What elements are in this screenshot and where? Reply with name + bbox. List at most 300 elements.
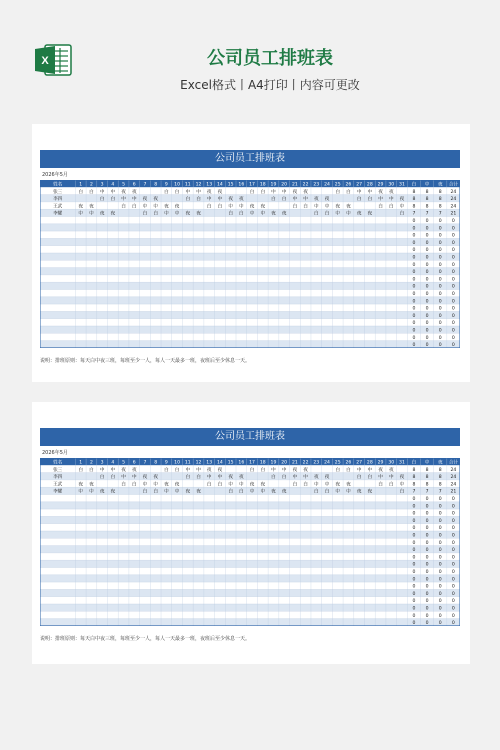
table-row <box>40 253 460 260</box>
total-cell: 0 <box>451 511 455 517</box>
shift-cell: 白 <box>292 482 298 488</box>
shift-cell: 中 <box>239 204 244 210</box>
table-row <box>40 582 460 589</box>
shift-cell: 夜 <box>164 482 169 488</box>
shift-cell: 白 <box>367 475 373 481</box>
total-cell: 0 <box>438 621 442 626</box>
shift-cell: 夜 <box>399 197 405 203</box>
shift-cell: 中 <box>281 467 287 473</box>
column-header: 16 <box>238 460 245 466</box>
total-cell: 8 <box>438 475 442 481</box>
total-cell: 0 <box>451 540 455 546</box>
shift-cell: 中 <box>356 467 362 473</box>
table-row <box>40 238 460 245</box>
total-cell: 0 <box>412 306 416 312</box>
shift-cell: 中 <box>164 211 169 217</box>
shift-cell: 中 <box>356 189 362 195</box>
total-cell: 0 <box>425 577 429 583</box>
shift-cell: 白 <box>324 211 330 217</box>
shift-cell: 中 <box>206 475 212 481</box>
total-cell: 0 <box>451 569 455 575</box>
table-row <box>40 597 460 604</box>
column-header: 9 <box>164 182 168 188</box>
total-cell: 0 <box>412 240 416 246</box>
total-cell: 0 <box>438 233 442 239</box>
column-header: 19 <box>270 460 277 466</box>
column-header: 31 <box>399 182 405 188</box>
column-header: 中 <box>424 182 430 188</box>
column-header: 3 <box>100 460 104 466</box>
total-cell: 8 <box>425 467 429 473</box>
column-header: 19 <box>270 182 277 188</box>
total-cell: 7 <box>425 489 429 495</box>
shift-cell: 夜 <box>99 211 105 217</box>
total-cell: 0 <box>438 343 442 348</box>
column-header: 18 <box>259 460 266 466</box>
column-header: 22 <box>302 460 309 466</box>
total-cell: 0 <box>438 321 442 327</box>
total-cell: 0 <box>451 599 455 605</box>
table-row <box>40 524 460 531</box>
shift-cell: 白 <box>399 211 405 217</box>
total-cell: 0 <box>412 606 416 612</box>
total-cell: 0 <box>451 562 455 568</box>
employee-name: 李四 <box>53 197 63 203</box>
shift-cell: 中 <box>110 467 116 473</box>
total-cell: 0 <box>451 606 455 612</box>
shift-cell: 夜 <box>206 467 212 473</box>
shift-cell: 白 <box>164 189 169 195</box>
table-row <box>40 589 460 596</box>
shift-cell: 夜 <box>164 204 169 210</box>
total-cell: 8 <box>438 204 442 210</box>
column-header: 8 <box>154 182 158 188</box>
employee-name: 王武 <box>53 482 63 488</box>
shift-cell: 夜 <box>292 467 298 473</box>
shift-cell: 白 <box>346 467 351 473</box>
shift-cell: 白 <box>153 211 158 217</box>
shift-cell: 夜 <box>185 489 191 495</box>
shift-cell: 夜 <box>174 482 180 488</box>
shift-cell: 中 <box>110 189 116 195</box>
table-row <box>40 246 460 253</box>
column-header: 10 <box>174 460 181 466</box>
total-cell: 0 <box>412 533 416 539</box>
shift-cell: 白 <box>174 467 180 473</box>
shift-cell: 白 <box>260 467 266 473</box>
shift-cell: 中 <box>292 475 298 481</box>
shift-cell: 中 <box>228 482 233 488</box>
column-header: 1 <box>79 460 83 466</box>
total-cell: 0 <box>451 577 455 583</box>
total-cell: 0 <box>412 569 416 575</box>
header <box>0 0 500 110</box>
total-cell: 0 <box>412 291 416 297</box>
total-cell: 0 <box>438 270 442 276</box>
shift-cell: 夜 <box>121 467 126 473</box>
shift-cell: 夜 <box>78 482 84 488</box>
total-cell: 0 <box>451 343 455 348</box>
total-cell: 0 <box>451 218 455 224</box>
total-cell: 0 <box>425 533 429 539</box>
shift-cell: 夜 <box>346 204 351 210</box>
column-header: 15 <box>227 182 234 188</box>
total-cell: 0 <box>412 255 416 261</box>
schedule-grid-svg <box>40 458 460 626</box>
shift-cell: 夜 <box>356 489 362 495</box>
total-cell: 24 <box>450 475 457 481</box>
total-cell: 0 <box>438 313 442 319</box>
shift-cell: 夜 <box>346 482 351 488</box>
total-cell: 0 <box>438 284 442 290</box>
column-header: 15 <box>227 460 234 466</box>
total-cell: 0 <box>412 233 416 239</box>
shift-cell: 夜 <box>228 475 233 481</box>
total-cell: 0 <box>425 343 429 348</box>
shift-cell: 中 <box>131 475 137 481</box>
shift-cell: 中 <box>89 489 94 495</box>
total-cell: 0 <box>425 262 429 268</box>
total-cell: 7 <box>425 211 429 217</box>
shift-cell: 中 <box>292 197 298 203</box>
table-row <box>40 538 460 545</box>
shift-cell: 白 <box>314 211 319 217</box>
shift-cell: 中 <box>206 197 212 203</box>
shift-cell: 中 <box>335 211 341 217</box>
shift-cell: 白 <box>164 467 169 473</box>
total-cell: 0 <box>438 613 442 619</box>
total-cell: 0 <box>438 262 442 268</box>
total-cell: 8 <box>412 197 416 203</box>
total-cell: 0 <box>425 555 429 561</box>
total-cell: 24 <box>450 482 457 488</box>
total-cell: 0 <box>451 270 455 276</box>
shift-cell: 白 <box>142 489 148 495</box>
column-header: 17 <box>249 460 255 466</box>
total-cell: 0 <box>438 218 442 224</box>
table-row <box>40 546 460 553</box>
column-header: 27 <box>356 460 363 466</box>
shift-cell: 白 <box>89 189 94 195</box>
column-header: 25 <box>334 182 341 188</box>
shift-cell: 夜 <box>228 197 233 203</box>
shift-cell: 白 <box>314 489 319 495</box>
shift-cell: 中 <box>388 475 394 481</box>
total-cell: 0 <box>438 291 442 297</box>
total-cell: 0 <box>412 226 416 232</box>
sheet-date-label: 2026年5月 <box>42 172 68 178</box>
shift-cell: 夜 <box>153 475 158 481</box>
total-cell: 0 <box>412 540 416 546</box>
column-header: 28 <box>366 182 373 188</box>
shift-cell: 白 <box>388 204 394 210</box>
total-cell: 0 <box>438 240 442 246</box>
table-row <box>40 516 460 523</box>
total-cell: 8 <box>425 475 429 481</box>
shift-cell: 中 <box>378 197 383 203</box>
total-cell: 0 <box>425 284 429 290</box>
total-cell: 0 <box>438 591 442 597</box>
table-row <box>40 275 460 282</box>
total-cell: 24 <box>450 467 457 473</box>
shift-cell: 白 <box>356 475 362 481</box>
shift-cell: 夜 <box>367 211 373 217</box>
shift-cell: 中 <box>89 211 94 217</box>
shift-cell: 白 <box>78 467 84 473</box>
column-header: 12 <box>195 460 202 466</box>
shift-cell: 中 <box>185 467 191 473</box>
total-cell: 0 <box>438 504 442 510</box>
shift-cell: 白 <box>185 475 191 481</box>
total-cell: 0 <box>412 562 416 568</box>
shift-cell: 白 <box>378 204 383 210</box>
employee-name: 王武 <box>53 204 63 210</box>
page-title: 公司员工排班表 <box>207 48 333 69</box>
total-cell: 24 <box>450 189 457 195</box>
shift-cell: 中 <box>399 204 405 210</box>
table-row <box>40 289 460 296</box>
column-header: 23 <box>313 182 320 188</box>
shift-cell: 中 <box>303 197 308 203</box>
shift-cell: 夜 <box>131 467 137 473</box>
shift-cell: 白 <box>399 489 405 495</box>
shift-cell: 白 <box>228 211 233 217</box>
total-cell: 0 <box>425 562 429 568</box>
shift-cell: 夜 <box>314 475 319 481</box>
shift-cell: 白 <box>292 204 298 210</box>
shift-cell: 中 <box>121 197 126 203</box>
total-cell: 0 <box>425 496 429 502</box>
total-cell: 0 <box>412 218 416 224</box>
shift-cell: 夜 <box>388 189 394 195</box>
total-cell: 0 <box>412 584 416 590</box>
total-cell: 0 <box>451 526 455 532</box>
total-cell: 21 <box>450 211 457 217</box>
page-subtitle: Excel格式丨A4打印丨内容可更改 <box>180 78 360 92</box>
total-cell: 0 <box>425 504 429 510</box>
total-cell: 0 <box>412 555 416 561</box>
column-header: 7 <box>143 182 147 188</box>
shift-cell: 中 <box>399 482 405 488</box>
svg-text:X: X <box>41 55 49 67</box>
shift-cell: 夜 <box>249 204 255 210</box>
total-cell: 8 <box>425 204 429 210</box>
total-cell: 0 <box>412 248 416 254</box>
table-row <box>40 333 460 340</box>
shift-cell: 中 <box>249 211 255 217</box>
total-cell: 0 <box>425 335 429 341</box>
shift-cell: 白 <box>303 482 308 488</box>
column-header: 9 <box>164 460 168 466</box>
total-cell: 0 <box>412 270 416 276</box>
total-cell: 0 <box>438 299 442 305</box>
employee-name: 李四 <box>53 475 63 481</box>
column-header: 21 <box>291 182 298 188</box>
shift-cell: 夜 <box>303 467 308 473</box>
total-cell: 0 <box>451 533 455 539</box>
column-header: 21 <box>291 460 298 466</box>
total-cell: 0 <box>412 262 416 268</box>
total-cell: 0 <box>425 511 429 517</box>
shift-cell: 夜 <box>239 197 244 203</box>
shift-cell: 白 <box>185 197 191 203</box>
sheet-note: 说明：排班原则：每天白中夜三班，每班至少一人，每人一天最多一班，夜班后至少休息一天。 <box>40 358 251 364</box>
shift-cell: 中 <box>367 467 373 473</box>
column-header: 7 <box>143 460 147 466</box>
shift-cell: 夜 <box>314 197 319 203</box>
total-cell: 8 <box>412 204 416 210</box>
shift-cell: 中 <box>281 189 287 195</box>
column-header: 5 <box>122 182 126 188</box>
column-header: 26 <box>345 460 352 466</box>
employee-name: 张三 <box>53 189 63 195</box>
column-header: 合计 <box>448 182 458 188</box>
total-cell: 0 <box>438 540 442 546</box>
schedule-grid <box>40 180 460 348</box>
column-header: 22 <box>302 182 309 188</box>
total-cell: 0 <box>412 496 416 502</box>
column-header: 26 <box>345 182 352 188</box>
shift-cell: 夜 <box>89 204 94 210</box>
shift-cell: 夜 <box>196 211 201 217</box>
column-header: 中 <box>424 460 430 466</box>
shift-cell: 夜 <box>142 475 148 481</box>
total-cell: 0 <box>438 599 442 605</box>
shift-cell: 白 <box>356 197 362 203</box>
shift-cell: 夜 <box>378 467 383 473</box>
total-cell: 8 <box>438 467 442 473</box>
table-row <box>40 311 460 318</box>
total-cell: 0 <box>412 299 416 305</box>
total-cell: 0 <box>451 548 455 554</box>
total-cell: 0 <box>438 584 442 590</box>
column-header: 11 <box>184 460 191 466</box>
schedule-grid <box>40 458 460 626</box>
shift-cell: 夜 <box>399 475 405 481</box>
shift-cell: 白 <box>206 204 212 210</box>
shift-cell: 白 <box>324 489 330 495</box>
total-cell: 0 <box>412 504 416 510</box>
shift-cell: 夜 <box>110 211 116 217</box>
shift-cell: 中 <box>228 204 233 210</box>
shift-cell: 白 <box>249 189 255 195</box>
shift-cell: 白 <box>196 475 201 481</box>
total-cell: 21 <box>450 489 457 495</box>
shift-cell: 白 <box>89 467 94 473</box>
total-cell: 0 <box>451 226 455 232</box>
shift-cell: 夜 <box>324 475 330 481</box>
total-cell: 0 <box>412 328 416 334</box>
total-cell: 0 <box>451 496 455 502</box>
column-header: 14 <box>217 182 223 188</box>
total-cell: 8 <box>412 467 416 473</box>
total-cell: 0 <box>425 233 429 239</box>
shift-cell: 白 <box>367 197 373 203</box>
shift-cell: 中 <box>314 204 319 210</box>
total-cell: 0 <box>412 321 416 327</box>
total-cell: 0 <box>438 511 442 517</box>
total-cell: 7 <box>412 211 416 217</box>
column-header: 13 <box>206 182 213 188</box>
shift-cell: 夜 <box>217 467 223 473</box>
shift-cell: 白 <box>303 204 308 210</box>
shift-cell: 白 <box>142 211 148 217</box>
total-cell: 7 <box>438 211 442 217</box>
total-cell: 0 <box>425 226 429 232</box>
sheet-banner-title: 公司员工排班表 <box>40 150 460 168</box>
table-row <box>40 231 460 238</box>
total-cell: 7 <box>438 489 442 495</box>
total-cell: 0 <box>451 248 455 254</box>
shift-cell: 中 <box>249 489 255 495</box>
shift-cell: 夜 <box>153 197 158 203</box>
sheet-note: 说明：排班原则：每天白中夜三班，每班至少一人，每人一天最多一班，夜班后至少休息一天。 <box>40 636 251 642</box>
shift-cell: 中 <box>153 482 158 488</box>
total-cell: 0 <box>438 255 442 261</box>
shift-cell: 中 <box>346 489 351 495</box>
total-cell: 0 <box>451 255 455 261</box>
total-cell: 0 <box>425 548 429 554</box>
total-cell: 24 <box>450 204 457 210</box>
total-cell: 0 <box>451 584 455 590</box>
shift-cell: 白 <box>131 482 137 488</box>
table-row <box>40 560 460 567</box>
shift-cell: 中 <box>367 189 373 195</box>
column-header: 31 <box>399 460 405 466</box>
table-row <box>40 611 460 618</box>
total-cell: 0 <box>425 240 429 246</box>
sheet-date-label: 2026年5月 <box>42 450 68 456</box>
total-cell: 8 <box>438 197 442 203</box>
shift-cell: 中 <box>78 211 84 217</box>
total-cell: 24 <box>450 197 457 203</box>
shift-cell: 中 <box>142 204 148 210</box>
shift-cell: 白 <box>217 482 223 488</box>
shift-cell: 白 <box>131 204 137 210</box>
column-header: 18 <box>259 182 266 188</box>
shift-cell: 夜 <box>249 482 255 488</box>
column-header: 23 <box>313 460 320 466</box>
total-cell: 0 <box>425 584 429 590</box>
shift-cell: 夜 <box>378 189 383 195</box>
table-row <box>40 509 460 516</box>
shift-cell: 夜 <box>110 489 116 495</box>
shift-cell: 中 <box>121 475 126 481</box>
table-row <box>40 268 460 275</box>
shift-cell: 中 <box>99 467 105 473</box>
total-cell: 0 <box>438 569 442 575</box>
table-row <box>40 304 460 311</box>
total-cell: 0 <box>438 548 442 554</box>
total-cell: 0 <box>451 299 455 305</box>
shift-cell: 中 <box>314 482 319 488</box>
shift-cell: 中 <box>131 197 137 203</box>
total-cell: 0 <box>412 599 416 605</box>
table-row <box>40 319 460 326</box>
total-cell: 0 <box>438 496 442 502</box>
shift-cell: 白 <box>121 482 126 488</box>
total-cell: 0 <box>438 555 442 561</box>
shift-cell: 夜 <box>260 482 266 488</box>
shift-cell: 中 <box>153 204 158 210</box>
shift-cell: 中 <box>78 489 84 495</box>
total-cell: 0 <box>438 562 442 568</box>
column-header: 白 <box>411 460 417 466</box>
total-cell: 0 <box>412 613 416 619</box>
table-row <box>40 494 460 501</box>
shift-cell: 白 <box>99 197 105 203</box>
shift-cell: 中 <box>217 475 223 481</box>
